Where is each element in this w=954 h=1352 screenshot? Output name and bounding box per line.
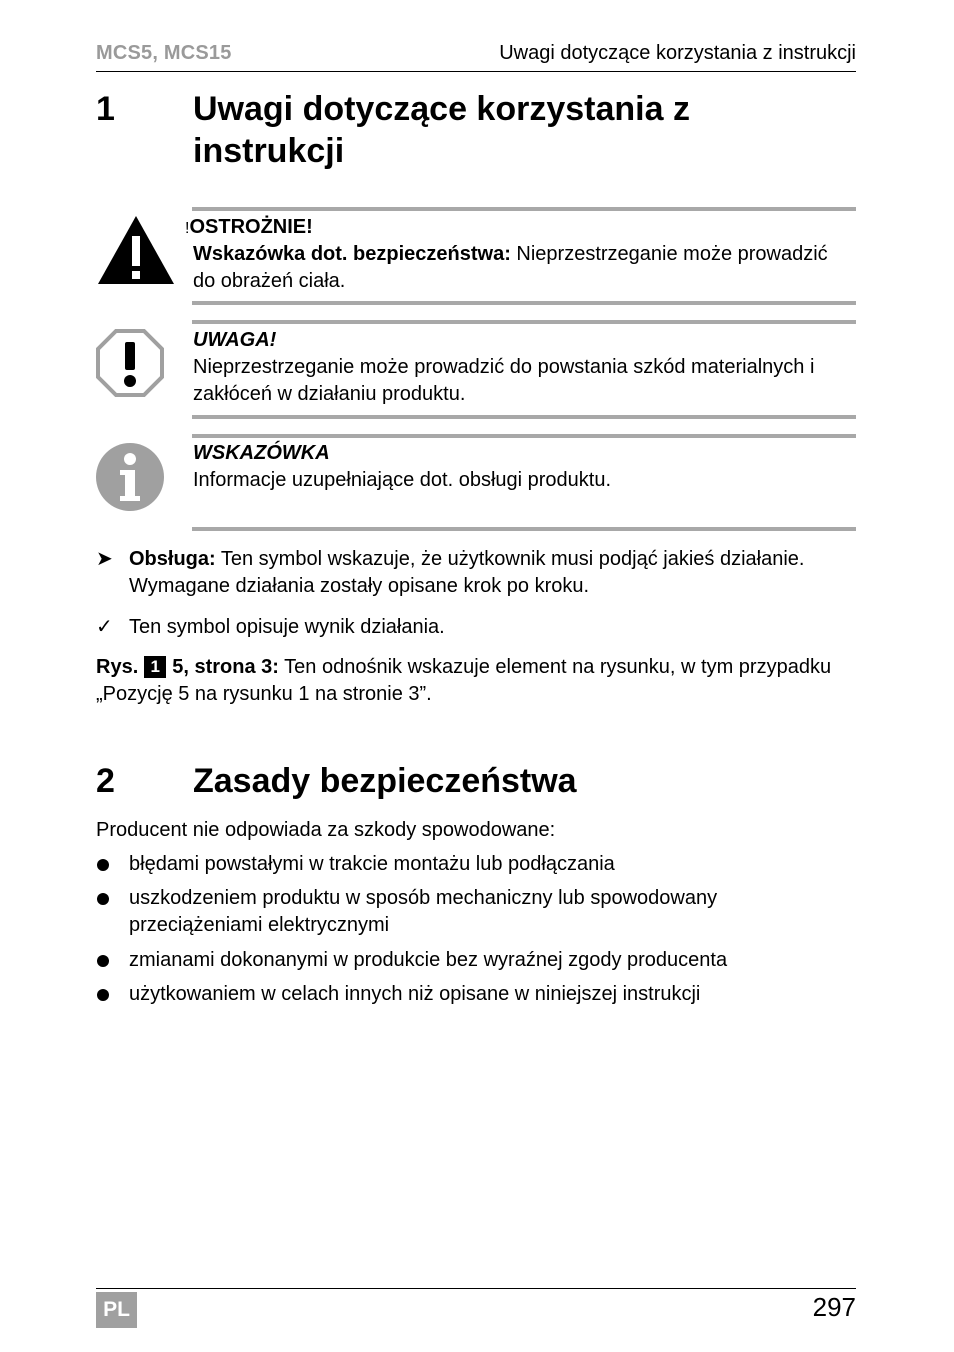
notice-exclamation-icon [96,329,164,397]
section1-heading [96,88,856,172]
caution-prefix: ! [185,220,190,237]
list-item: użytkowaniem w celach innych niż opisane w niniejszej instrukcji [0,981,954,1009]
result-text: Ten symbol opisuje wynik działania. [129,616,445,638]
notice-top-rule [192,320,856,324]
hint-title: WSKAZÓWKA [193,442,330,464]
checkmark-icon: ✓ [96,616,113,638]
operation-label: Obsługa: [129,548,216,570]
list-item: zmianami dokonanymi w produkcie bez wyraźnej zgody producenta [0,947,954,975]
figure-reference [96,654,856,708]
operation-text: Ten symbol wskazuje, że użytkownik musi podjąć jakieś działanie. Wymagane działania zostały opisane krok po kroku. [129,548,805,597]
header-divider [96,71,856,72]
notice-text: Nieprzestrzeganie może prowadzić do powstania szkód materialnych i zakłóceń w działaniu produktu. [193,356,815,405]
info-icon [96,443,164,511]
arrow-right-icon: ➤ [96,548,113,570]
bullet-icon [97,859,109,871]
result-item [0,614,954,642]
notice-bottom-rule [192,415,856,419]
section2-title: Zasady bezpieczeństwa [193,762,577,800]
bullet-icon [97,989,109,1001]
figure-number-badge: 1 [144,656,166,678]
hint-text: Informacje uzupełniające dot. obsługi produktu. [193,469,612,491]
operation-item [0,546,954,602]
caution-label: Wskazówka dot. bezpieczeństwa: [193,243,511,265]
list-item: błędami powstałymi w trakcie montażu lub podłączania [0,851,954,879]
page-number: 297 [812,1292,856,1322]
figure-ref-label: Rys. [96,656,139,678]
list-item: uszkodzeniem produktu w sposób mechaniczny lub spowodowany przeciążeniami elektrycznymi [0,885,954,941]
section1-title: Uwagi dotyczące korzystania z instrukcji [193,90,690,170]
header-chapter: Uwagi dotyczące korzystania z instrukcji [499,42,856,64]
caution-body: Nieprzestrzeganie może prowadzić do obrażeń ciała. [193,243,828,292]
caution-title: !OSTROŻNIE! [185,216,313,238]
section2-number: 2 [96,762,115,800]
language-badge: PL [96,1292,137,1328]
figure-ref-text: Ten odnośnik wskazuje element na rysunku, w tym przypadku „Pozycję 5 na rysunku 1 na stronie 3”. [96,656,832,705]
header-product: MCS5, MCS15 [96,42,232,64]
section2-intro: Producent nie odpowiada za szkody spowodowane: [96,819,556,841]
hint-top-rule [192,434,856,438]
footer-divider [96,1288,856,1289]
figure-ref-position: 5, strona 3: [172,656,279,678]
warning-triangle-icon [96,214,176,286]
bullet-icon [97,955,109,967]
caution-bottom-rule [192,301,856,305]
hint-bottom-rule [192,527,856,531]
bullet-icon [97,893,109,905]
section2-heading [96,760,856,802]
caution-text [193,241,853,295]
notice-title: UWAGA! [193,329,277,351]
section1-number: 1 [96,90,115,128]
caution-top-rule [192,207,856,211]
